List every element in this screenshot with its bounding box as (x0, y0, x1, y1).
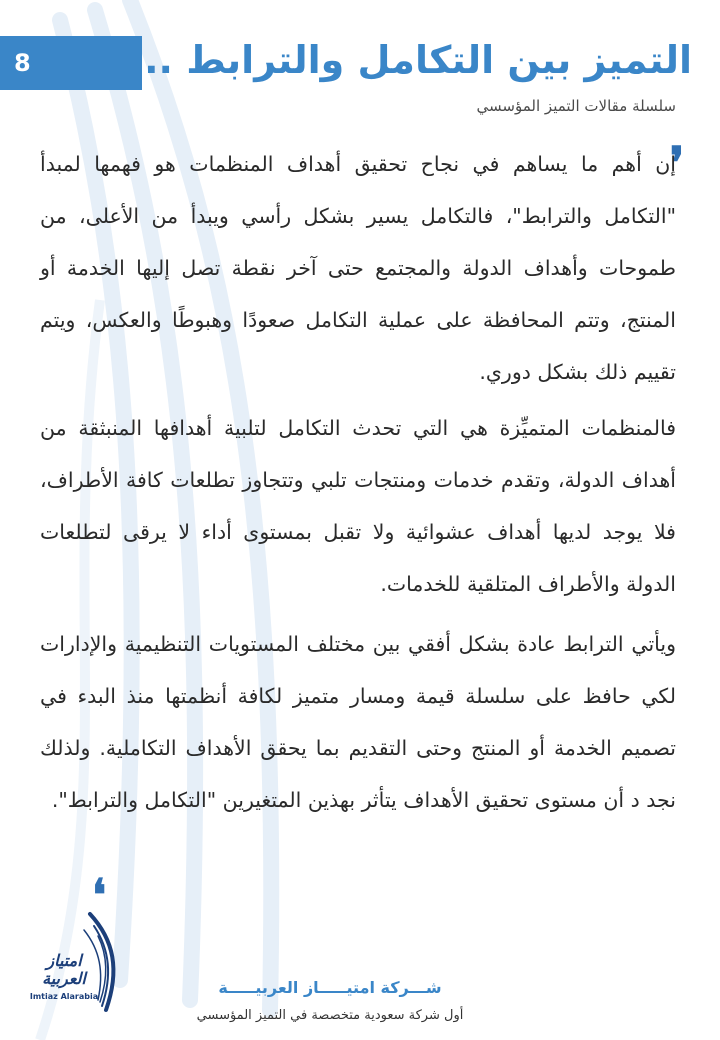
page-number: 8 (14, 49, 31, 77)
opening-quote-icon: ❜ (669, 138, 684, 189)
company-tagline: أول شركة سعودية متخصصة في التميز المؤسسي (196, 1008, 464, 1023)
closing-quote-icon: ❛ (92, 870, 107, 921)
paragraph-2: فالمنظمات المتميِّزة هي التي تحدث التكامل لتلبية أهدافها المنبثقة من أهداف الدولة، وتقدم خدمات ومنتجات تلبي وتتجاوز تطلعات كافة الأطراف، فلا يوجد لديها أهداف عشوائية ولا تقبل بمستوى أداء لا يرقى لتطلعات الدولة والأطراف المتلقية للخدمات. (40, 416, 676, 596)
series-subtitle: سلسلة مقالات التميز المؤسسي (476, 97, 676, 115)
logo-arabic-name: امتياز العربية (42, 951, 86, 988)
page-title: التميز بين التكامل والترابط .. (144, 38, 692, 82)
paragraph-1: إن أهم ما يساهم في نجاح تحقيق أهداف المنظمات هو فهمها لمبدأ "التكامل والترابط"، فالتكامل يسير بشكل رأسي ويبدأ من الأعلى، من طموحات وأهداف الدولة والمجتمع حتى آخر نقطة تصل إليها الخدمة أو المنتج، وتتم المحافظة على عملية التكامل صعودًا وهبوطًا والعكس، ويتم تقييم ذلك بشكل دوري. (40, 152, 676, 384)
paragraph-3: ويأتي الترابط عادة بشكل أفقي بين مختلف المستويات التنظيمية والإدارات لكي حافظ على سلسلة قيمة ومسار متميز لكافة أنظمتها منذ البدء في تصميم الخدمة أو المنتج وحتى التقديم بما يحقق الأهداف التكاملية. ولذلك نجد د أن مستوى تحقيق الأهداف يتأثر بهذين المتغيرين "التكامل والترابط". (40, 632, 676, 812)
company-name: شـــركة امتيـــــاز العربيـــــة (218, 978, 442, 997)
page-number-badge (0, 36, 142, 90)
logo-english-name: Imtiaz Alarabia (29, 992, 99, 1001)
article-body (40, 138, 676, 826)
